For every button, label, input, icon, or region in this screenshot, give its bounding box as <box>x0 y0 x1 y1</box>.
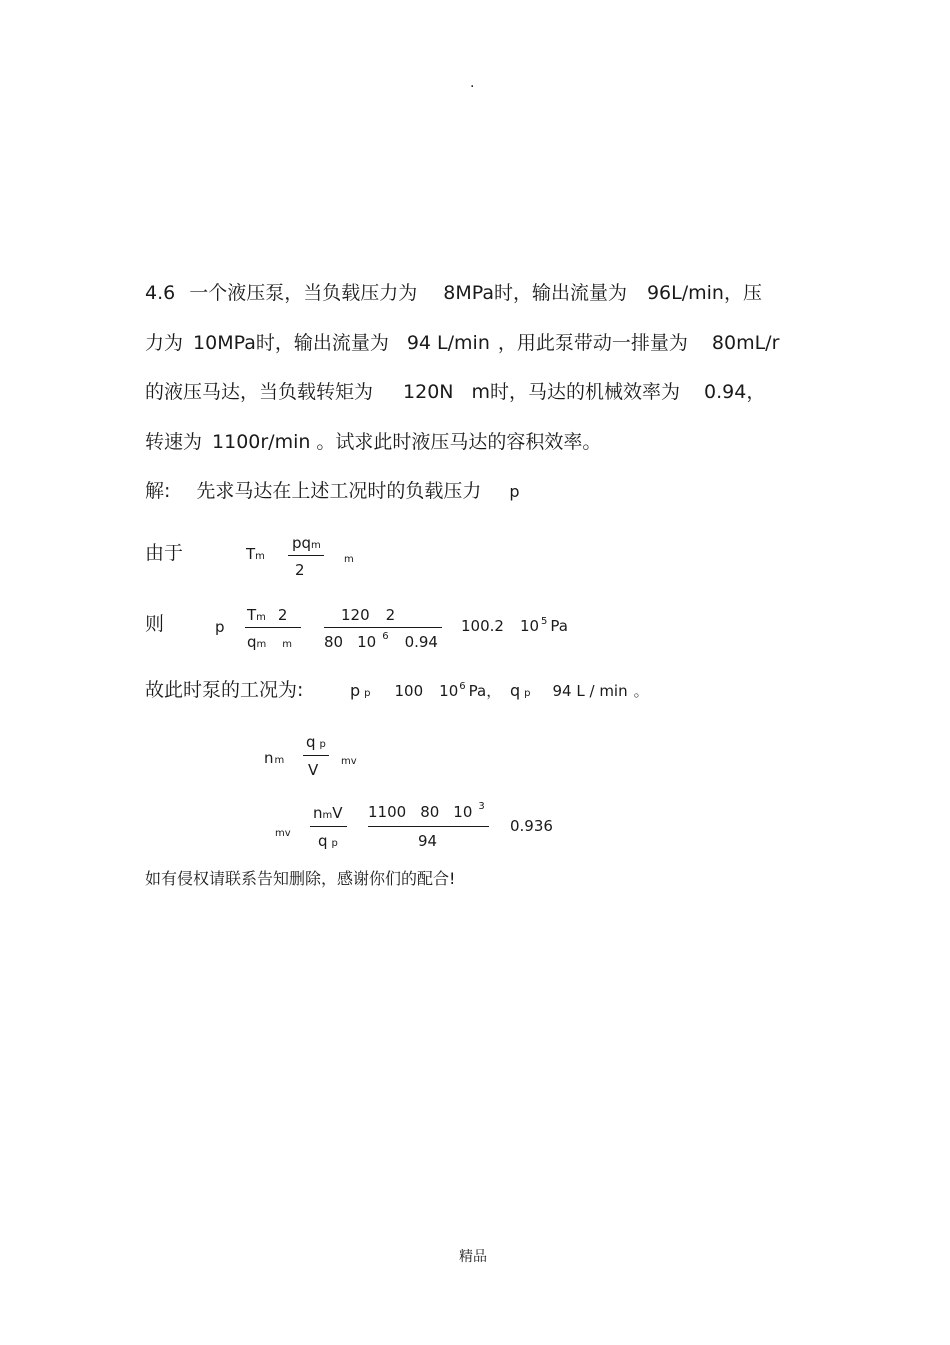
problem-line-2: 力为 10MPa时，输出流量为 94 L/min ，用此泵带动一排量为 80mL/r <box>145 332 780 354</box>
eq4-numerator: qp <box>306 733 326 751</box>
page-footer: 精品 <box>459 1249 487 1265</box>
eq4-efficiency-sub: mv <box>341 756 357 767</box>
problem-line-3: 的液压马达，当负载转矩为 120N m时，马达的机械效率为 0.94， <box>145 381 766 403</box>
eq1-lhs: Tm <box>246 545 265 563</box>
eq2-f2-fraction-bar <box>324 627 442 628</box>
eq2-f1-denominator: qm m <box>247 633 293 651</box>
eq5-f2-denominator: 94 <box>418 832 438 850</box>
header-dot: . <box>470 75 475 91</box>
eq3-flow: qp 94 L / min 。 <box>510 681 649 700</box>
eq1-fraction-bar <box>288 555 324 556</box>
problem-line-4: 转速为 1100r/min 。试求此时液压马达的容积效率。 <box>145 431 602 453</box>
eq5-f1-denominator: qp <box>318 832 338 850</box>
eq5-result: 0.936 <box>510 817 553 835</box>
eq3-label: 故此时泵的工况为: <box>145 679 304 701</box>
problem-line-1: 4.6 一个液压泵，当负载压力为 8MPa时，输出流量为 96L/min，压 <box>145 282 762 304</box>
eq1-label: 由于 <box>145 542 184 564</box>
eq1-numerator: pqm <box>292 534 321 552</box>
eq2-f1-fraction-bar <box>245 627 301 628</box>
solution-label: 解: <box>145 480 171 502</box>
eq5-f2-fraction-bar <box>368 826 489 827</box>
eq1-efficiency-sub: m <box>344 554 354 565</box>
eq5-f1-fraction-bar <box>310 826 347 827</box>
eq2-f2-denominator: 80 10 $^6$ 0.94 <box>324 631 438 651</box>
eq4-lhs: nm <box>264 749 285 767</box>
copyright-notice: 如有侵权请联系告知删除，感谢你们的配合! <box>145 869 456 888</box>
eq2-lhs: p <box>215 618 225 636</box>
eq2-f2-numerator: 120 2 <box>341 606 396 624</box>
eq2-label: 则 <box>145 613 165 635</box>
problem-number: 4.6 <box>145 282 176 304</box>
eq3-pressure: pp 100 $10^6$ Pa， <box>350 681 502 700</box>
solution-intro: 解: 先求马达在上述工况时的负载压力 p <box>145 480 520 502</box>
eq4-denominator: V <box>308 761 319 779</box>
eq5-f1-numerator: nmV <box>313 804 343 822</box>
eq4-fraction-bar <box>303 755 329 756</box>
eq2-f1-numerator: Tm 2 <box>247 606 288 624</box>
eq5-lhs-sub: mv <box>275 828 291 839</box>
eq5-f2-numerator: 1100 80 10 $^3$ <box>368 801 485 821</box>
eq1-denominator: 2 <box>295 561 305 579</box>
eq2-result: 100.2 10 $^5$ Pa <box>461 616 568 635</box>
